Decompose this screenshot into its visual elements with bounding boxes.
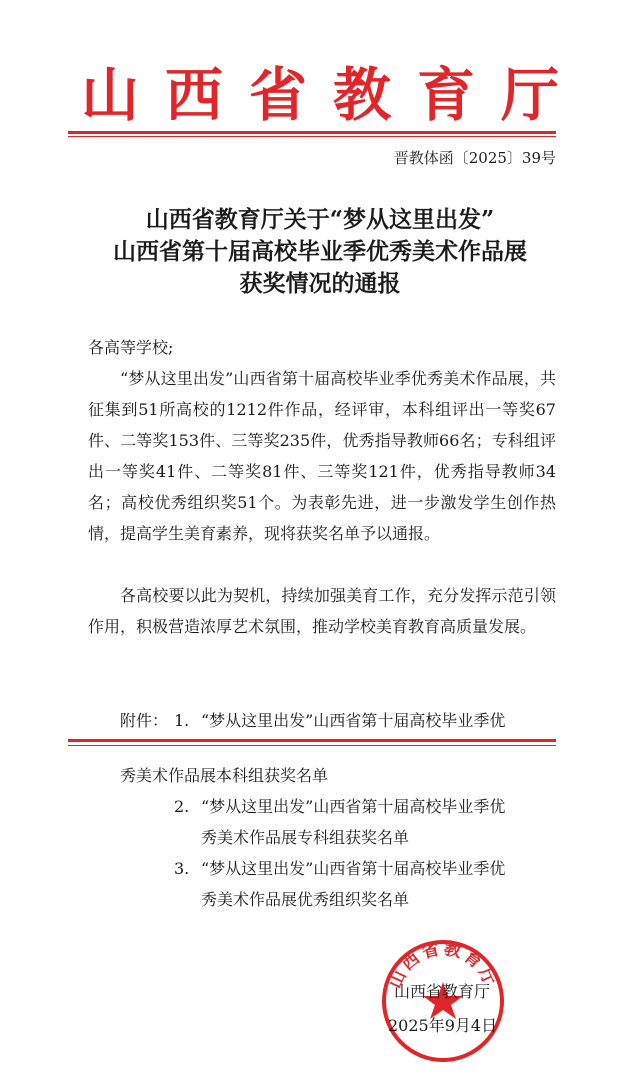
salutation: 各高等学校; <box>88 338 174 357</box>
attachment-3-number: 3. <box>174 859 190 878</box>
attachment-2-line-1: “梦从这里出发”山西省第十届高校毕业季优 <box>201 797 506 816</box>
attachment-2-line-2: 秀美术作品展专科组获奖名单 <box>201 828 410 847</box>
body-paragraph-2: 各高校要以此为契机，持续加强美育工作，充分发挥示范引领作用，积极营造浓厚艺术氛围，推动学校美育教育高质量发展。 <box>88 586 556 636</box>
doc-title-line-3: 获奖情况的通报 <box>239 270 401 297</box>
signature-org: 山西省教育厅 <box>394 982 491 1001</box>
attachment-1-line-2: 秀美术作品展本科组获奖名单 <box>120 766 329 785</box>
attachment-2-number: 2. <box>174 797 190 816</box>
seal-text: 山西省教育厅 <box>385 938 501 992</box>
doc-title-line-1: 山西省教育厅关于“梦从这里出发” <box>145 206 495 233</box>
attachment-1-line-1: “梦从这里出发”山西省第十届高校毕业季优 <box>201 711 506 730</box>
header-rule-thick <box>68 131 556 134</box>
doc-title-line-2: 山西省第十届高校毕业季优秀美术作品展 <box>113 238 527 265</box>
header-rule-thin <box>68 136 556 137</box>
signature-date: 2025年9月4日 <box>388 1016 498 1035</box>
attachments-label: 附件： <box>120 711 169 730</box>
page-break-rule-thick <box>68 739 556 742</box>
attachment-3-line-1: “梦从这里出发”山西省第十届高校毕业季优 <box>201 859 506 878</box>
document-number: 晋教体函〔2025〕39号 <box>393 149 556 167</box>
attachment-1-number: 1. <box>174 711 190 730</box>
attachment-3-line-2: 秀美术作品展优秀组织奖名单 <box>201 890 410 909</box>
body-paragraph-1: “梦从这里出发”山西省第十届高校毕业季优秀美术作品展，共征集到51所高校的1212件作品，经评审，本科组评出一等奖67件、二等奖153件、三等奖235件，优秀指导教师66名；专科组评出一等奖41件、二等奖81件、三等奖121件，优秀指导教师34名；高校优秀组织奖51个。为表彰先进，进一步激发学生创作热情，提高学生美育素养，现将获奖名单予以通报。 <box>88 369 556 543</box>
page-break-rule-thin <box>68 745 556 746</box>
issuer-title: 山西省教育厅 <box>80 61 585 129</box>
